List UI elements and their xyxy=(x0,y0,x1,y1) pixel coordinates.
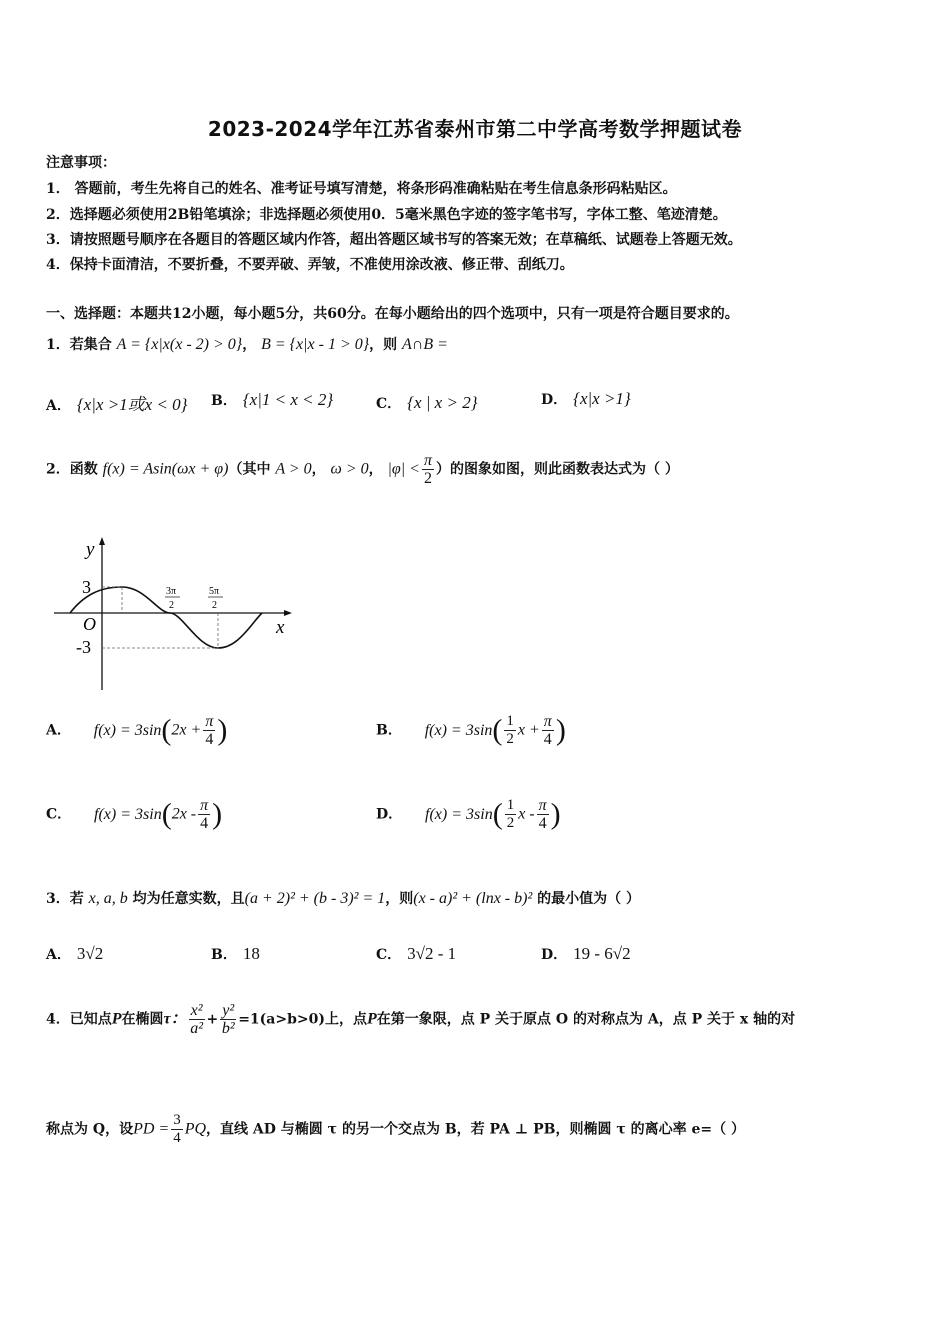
frac-num: 1 xyxy=(506,797,515,813)
q4-y-frac xyxy=(220,1002,236,1037)
option-func: f(x) = 3sin xyxy=(93,721,162,739)
q2-option-c[interactable] xyxy=(46,797,222,832)
q1-option-d[interactable] xyxy=(541,389,631,409)
paren: ( xyxy=(161,713,172,747)
q2-tail: ）的图象如图，则此函数表达式为（ ） xyxy=(435,461,679,478)
q1-lead: 1．若集合 xyxy=(46,337,112,353)
y-axis-arrow-icon xyxy=(99,537,105,545)
option-frac xyxy=(203,713,215,748)
q3-mid: 均为任意实数，且 xyxy=(132,891,245,907)
option-label: D． xyxy=(541,392,568,408)
notice-item: 2．选择题必须使用2B铅笔填涂；非选择题必须使用0．5毫米黑色字迹的签字笔书写，字体工整、笔迹清楚。 xyxy=(46,207,727,223)
q4-vec-frac xyxy=(171,1112,183,1147)
q4-in-ellipse: 在椭圆 xyxy=(121,1011,164,1028)
tick-3pi-2-den: 2 xyxy=(169,600,174,611)
tick-5pi-2-num: 5π xyxy=(209,586,220,597)
q3-lead: 3．若 xyxy=(46,891,84,907)
question-2: 2．函数 f(x) = Asin(ωx + φ)（其中 A > 0， ω > 0， |φ| < $\frac{\pi}{2}$ ）的图象如图，则此函数表达式为（ ） xyxy=(46,452,679,487)
frac-num: π xyxy=(538,797,547,814)
frac-num: 1 xyxy=(506,713,514,729)
option-label: C． xyxy=(376,947,402,963)
option-func: f(x) = 3sin xyxy=(424,721,493,739)
question-4-cont xyxy=(46,1112,745,1147)
q3-option-d[interactable] xyxy=(541,944,631,964)
option-frac xyxy=(542,713,554,748)
frac-num: 3 xyxy=(173,1112,181,1128)
q2-pi-over-2 xyxy=(422,452,434,487)
option-label: D． xyxy=(376,806,403,823)
q4-line2-rest: ，直线 AD 与椭圆 τ 的另一个交点为 B，若 PA ⊥ PB，则椭圆 τ 的离心率 e=（ ） xyxy=(206,1121,746,1138)
q3-option-a[interactable] xyxy=(46,944,103,964)
option-func: f(x) = 3sin xyxy=(425,805,493,823)
q4-tau: τ： xyxy=(163,1010,187,1028)
q1-expr: A∩B = xyxy=(402,336,448,353)
option-text: 19 - 6√2 xyxy=(573,944,631,963)
option-text: {x|x >1} xyxy=(573,389,631,408)
option-label: A． xyxy=(46,722,71,739)
paren: ( xyxy=(492,713,503,747)
x-axis-label: x xyxy=(276,617,285,638)
option-coef xyxy=(505,797,517,832)
frac-num: π xyxy=(543,713,552,730)
option-arg: x + xyxy=(517,721,540,739)
q3-vars: x, a, b xyxy=(88,890,128,907)
q1-set-a: A = {x|x(x - 2) > 0} xyxy=(116,336,243,353)
option-label: A． xyxy=(46,398,71,414)
q4-vector-pd: PD = xyxy=(133,1120,170,1138)
q1-tail: ，则 xyxy=(369,337,398,353)
q4-line2-lead: 称点为 Q，设 xyxy=(46,1121,134,1138)
q3-option-b[interactable] xyxy=(211,944,260,964)
option-frac xyxy=(198,797,210,832)
option-coef xyxy=(504,713,516,748)
option-arg: x - xyxy=(518,805,535,823)
q2-option-a[interactable] xyxy=(46,713,227,748)
q3-equation: (a + 2)² + (b - 3)² = 1 xyxy=(244,890,386,907)
q2-cond-phi: |φ| < xyxy=(387,460,420,478)
q4-x-frac xyxy=(189,1002,205,1037)
paren: ( xyxy=(492,797,503,831)
section-heading: 一、选择题：本题共12小题，每小题5分，共60分。在每小题给出的四个选项中，只有一项是符合题目要求的。 xyxy=(46,306,739,322)
option-text: {x|1 < x < 2} xyxy=(242,390,334,409)
notice-item: 4．保持卡面清洁，不要折叠，不要弄破、弄皱，不准使用涂改液、修正带、刮纸刀。 xyxy=(46,257,574,273)
q3-then: ，则 xyxy=(385,891,414,907)
q4-point-p: P xyxy=(366,1010,377,1028)
q1-sep: ， xyxy=(242,337,257,353)
option-func: f(x) = 3sin xyxy=(94,805,162,823)
q1-option-a[interactable] xyxy=(46,390,187,415)
frac-den: 4 xyxy=(205,731,214,748)
paren: ) xyxy=(555,713,566,747)
frac-den: 2 xyxy=(423,470,432,487)
frac-den: 4 xyxy=(543,731,552,748)
q4-line1-rest: 在第一象限，点 P 关于原点 O 的对称点为 A，点 P 关于 x 轴的对 xyxy=(376,1011,796,1028)
y-max-label: 3 xyxy=(82,577,91,597)
option-text: {x | x > 2} xyxy=(407,393,478,412)
paren: ) xyxy=(550,797,561,831)
frac-den: 2 xyxy=(506,731,514,747)
frac-num: y² xyxy=(222,1002,235,1019)
q4-condition: =1(a>b>0)上，点 xyxy=(238,1011,367,1028)
q2-lead: 2．函数 xyxy=(46,461,98,478)
option-label: C． xyxy=(46,806,72,823)
page-title: 2023-2024学年江苏省泰州市第二中学高考数学押题试卷 xyxy=(207,117,743,141)
frac-den: 4 xyxy=(200,815,209,832)
notice-item: 3．请按照题号顺序在各题目的答题区域内作答，超出答题区域书写的答案无效；在草稿纸、试题卷上答题无效。 xyxy=(46,232,742,248)
q2-cond-omega: ω > 0 xyxy=(330,460,369,478)
q2-cond-a: A > 0 xyxy=(275,460,312,478)
q1-set-b: B = {x|x - 1 > 0} xyxy=(261,336,370,353)
question-3 xyxy=(46,888,640,908)
option-text: 3√2 - 1 xyxy=(407,944,457,963)
q3-tail: 的最小值为（ ） xyxy=(537,891,640,907)
q1-option-b[interactable] xyxy=(211,390,333,410)
q1-option-c[interactable] xyxy=(376,393,478,413)
frac-num: π xyxy=(200,797,209,814)
q4-vector-pq: PQ xyxy=(184,1120,207,1138)
q2-graph xyxy=(50,535,300,695)
frac-num: π xyxy=(423,452,432,469)
q4-lead: 4．已知点 xyxy=(46,1011,112,1028)
paren: ) xyxy=(212,797,223,831)
q3-option-c[interactable] xyxy=(376,944,456,964)
question-1 xyxy=(46,334,448,354)
notice-item: 1． 答题前，考生先将自己的姓名、准考证号填写清楚，将条形码准确粘贴在考生信息条形码粘贴区。 xyxy=(46,181,677,197)
notice-heading: 注意事项： xyxy=(46,155,116,171)
q2-option-d[interactable] xyxy=(376,797,561,832)
option-frac xyxy=(537,797,549,832)
y-axis-label: y xyxy=(86,539,95,560)
tick-5pi-2-den: 2 xyxy=(212,600,217,611)
frac-den: 4 xyxy=(538,815,547,832)
frac-den: 2 xyxy=(506,815,515,831)
frac-num: π xyxy=(205,713,214,730)
option-label: A． xyxy=(46,947,71,963)
paren: ) xyxy=(217,713,228,747)
option-label: B． xyxy=(211,947,237,963)
option-text: 18 xyxy=(242,944,260,963)
paren: ( xyxy=(161,797,172,831)
option-arg: 2x - xyxy=(171,805,197,823)
origin-label: O xyxy=(83,614,96,634)
option-text: 3√2 xyxy=(76,944,104,963)
y-min-label: -3 xyxy=(76,637,91,657)
option-label: D． xyxy=(541,947,568,963)
q3-expression: (x - a)² + (lnx - b)² xyxy=(413,890,533,907)
frac-den: b² xyxy=(221,1020,235,1037)
option-label: B． xyxy=(376,722,402,739)
tick-3pi-2-num: 3π xyxy=(166,586,177,597)
frac-den: 4 xyxy=(173,1130,181,1146)
option-arg: 2x + xyxy=(171,721,202,739)
q2-cond-lead: （其中 xyxy=(228,461,271,478)
option-text: {x|x >1或x < 0} xyxy=(76,395,188,414)
q4-point-p: P xyxy=(111,1010,122,1028)
q2-func: f(x) = Asin(ωx + φ) xyxy=(102,460,229,478)
x-axis-arrow-icon xyxy=(284,610,292,616)
option-label: B． xyxy=(211,393,237,409)
frac-den: a² xyxy=(190,1020,203,1037)
option-label: C． xyxy=(376,396,402,412)
q2-option-b[interactable] xyxy=(376,713,566,748)
question-4: 4．已知点P在椭圆τ： $\frac{\text{x²}}{\text{a²}}$ + $\frac{\text{y²}}{\text{b²}}$ =1(a>b>0)上，点P在第一象限，点 P 关于原点 O 的对称点为 A，点 P 关于 x 轴的对 xyxy=(46,1002,796,1037)
frac-num: x² xyxy=(190,1002,203,1019)
